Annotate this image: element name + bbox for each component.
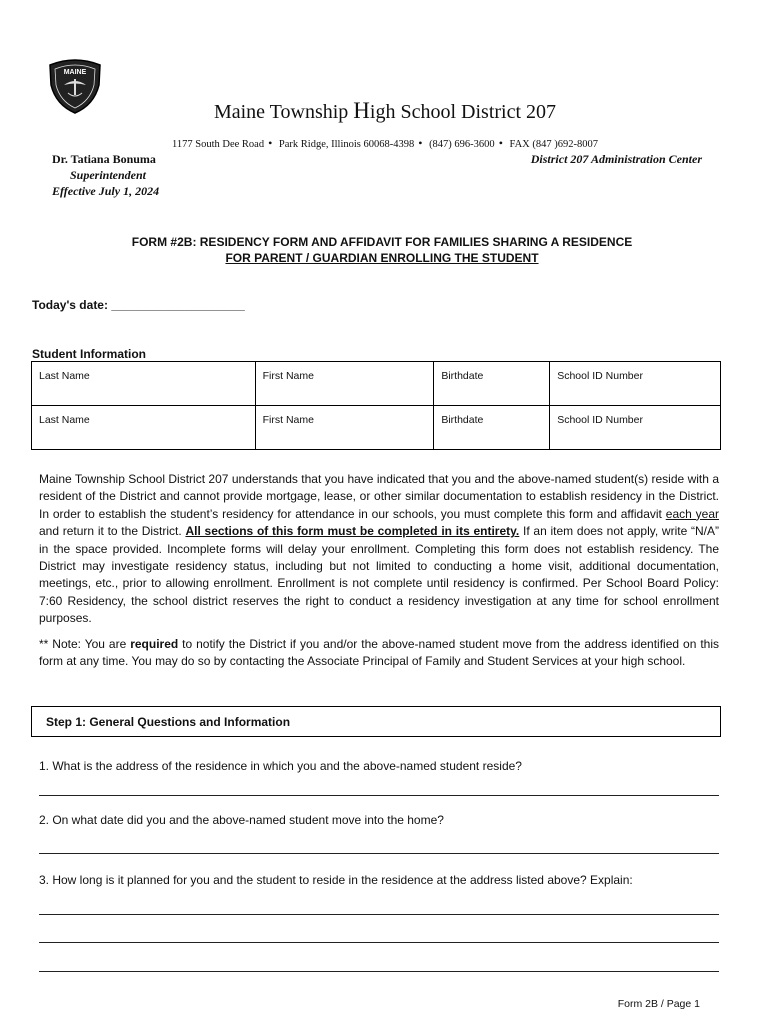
effective-date: Effective July 1, 2024	[52, 184, 160, 198]
school-id-cell[interactable]: School ID Number	[550, 362, 721, 406]
last-name-cell[interactable]: Last Name	[32, 406, 256, 450]
logo-text: MAINE	[63, 69, 87, 76]
street-address: 1177 South Dee Road	[172, 139, 265, 150]
question-1: 1. What is the address of the residence in which you and the above-named student reside?	[39, 759, 522, 773]
student-info-heading: Student Information	[32, 347, 146, 361]
first-name-cell[interactable]: First Name	[255, 406, 434, 450]
question-3: 3. How long is it planned for you and the student to reside in the residence at the address listed above? Explain:	[39, 873, 633, 887]
question-2: 2. On what date did you and the above-named student move into the home?	[39, 813, 444, 827]
superintendent-name: Dr. Tatiana Bonuma	[52, 152, 156, 166]
table-row	[32, 362, 721, 406]
intro-paragraph: Maine Township School District 207 understands that you have indicated that you and the above-named student(s) reside with a resident of the District and cannot provide mortgage, lease, or other similar documentation to establish residency in the District. In order to establish the student’s residency for attendance in our schools, you must complete this form and affidavit each year and return it to the District. All sections of this form must be completed in its entirety. If an item does not apply, write “N/A” in the space provided. Incomplete forms will delay your enrollment. Completing this form does not establish residency. The District may investigate residency status, including but not limited to conducting a home visit, additional documentation, meetings, etc., prior to allowing enrollment. Enrollment is not complete until residency is confirmed. Per School Board Policy: 7:60 Residency, the school district reserves the right to conduct a residency investigation at any time for school enrollment purposes.	[39, 472, 720, 626]
school-id-cell[interactable]: School ID Number	[550, 406, 721, 450]
answer-line-3a[interactable]	[39, 914, 719, 915]
table-row	[32, 406, 721, 450]
last-name-cell[interactable]: Last Name	[32, 362, 256, 406]
admin-center-label: District 207 Administration Center	[530, 152, 702, 166]
birthdate-cell[interactable]: Birthdate	[434, 362, 550, 406]
page-footer: Form 2B / Page 1	[617, 998, 700, 1010]
answer-line-1[interactable]	[39, 795, 719, 796]
first-name-cell[interactable]: First Name	[255, 362, 434, 406]
step1-heading: Step 1: General Questions and Information	[31, 706, 721, 737]
superintendent-title: Superintendent	[70, 168, 147, 182]
form-title-line2: FOR PARENT / GUARDIAN ENROLLING THE STUDENT	[225, 251, 539, 265]
phone-number: (847) 696-3600	[429, 139, 495, 150]
form-title	[0, 234, 764, 266]
note-paragraph: ** Note: You are required to notify the District if you and/or the above-named student move from the address identified on this form at any time. You may do so by contacting the Associate Principal of Family and Student Services at your high school.	[39, 637, 719, 669]
student-info-table	[31, 361, 721, 450]
form-title-line1: FORM #2B: RESIDENCY FORM AND AFFIDAVIT FOR FAMILIES SHARING A RESIDENCE	[131, 235, 633, 249]
todays-date-field[interactable]: Today's date: ____________________	[32, 298, 245, 312]
district-contact-line: 1177 South Dee Road • Park Ridge, Illinois 60068-4398 • (847) 696-3600 • FAX (847 )692-8007	[172, 136, 598, 150]
birthdate-cell[interactable]: Birthdate	[434, 406, 550, 450]
answer-line-2[interactable]	[39, 853, 719, 854]
answer-line-3b[interactable]	[39, 942, 719, 943]
city-state-zip: Park Ridge, Illinois 60068-4398	[278, 139, 415, 150]
fax-number: FAX (847 )692-8007	[509, 139, 598, 150]
answer-line-3c[interactable]	[39, 971, 719, 972]
district-name: Maine Township High School District 207	[213, 98, 557, 123]
